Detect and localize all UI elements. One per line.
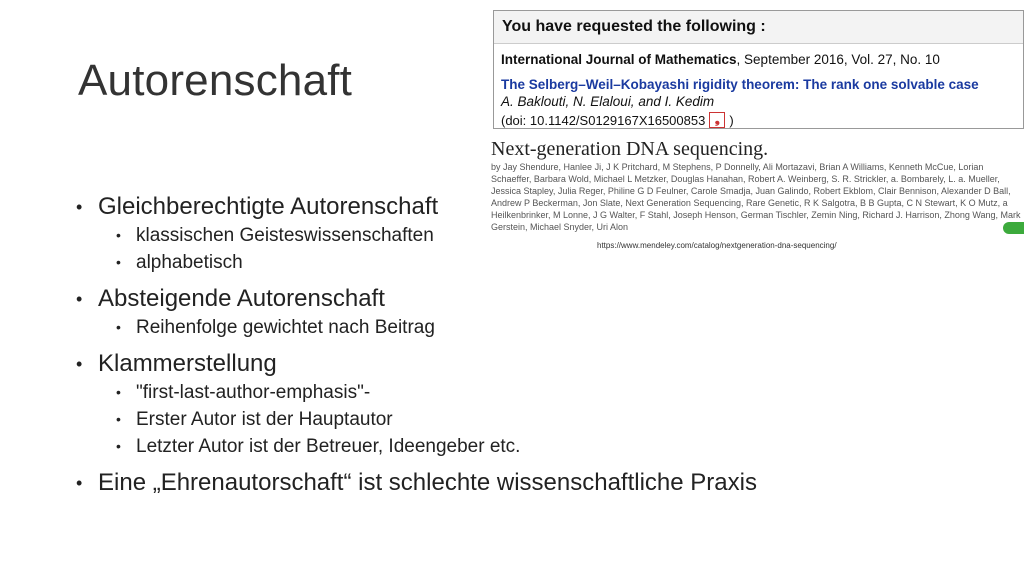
doi-text: (doi: 10.1142/S0129167X16500853 [501,112,706,128]
bullet-dot-icon: • [116,227,121,243]
journal-line [501,52,1023,67]
sub-bullet-text: Reihenfolge gewichtet nach Beitrag [136,317,435,338]
bullet-text: Eine „Ehrenautorschaft“ ist schlechte wissenschaftliche Praxis [98,469,757,496]
bullet-text: Absteigende Autorenschaft [98,285,385,312]
bullet-dot-icon: • [116,438,121,454]
bullet-dot-icon: • [116,254,121,270]
bullet-item [74,349,834,379]
sub-bullet-item [114,406,834,433]
sub-bullet-item [114,433,834,460]
article-authors: A. Baklouti, N. Elaloui, and I. Kedim [501,94,715,109]
doi-close: ) [729,112,734,128]
bullet-dot-icon: • [116,411,121,427]
bullet-text: Klammerstellung [98,350,277,377]
journal-details: , September 2016, Vol. 27, No. 10 [736,52,940,67]
mendeley-title[interactable]: Next-generation DNA sequencing. [491,138,769,160]
journal-name: International Journal of Mathematics [501,52,737,67]
sub-bullet-text: Erster Autor ist der Hauptautor [136,409,393,430]
bullet-dot-icon: • [76,354,83,374]
sub-bullet-item [114,249,834,276]
mendeley-authors: by Jay Shendure, Hanlee Ji, J K Pritchard, M Stephens, P Donnelly, Ali Mortazavi, Brian A Williams, Kenneth McCue, Lorian Schaeffer, Barbara Wold, Michael L Metzker, Douglas Hanahan, Robert A. Weinberg, S. R. Strickler, a. Bombarely, L. a. Mueller, Jessica Stapley, Julia Reger, Philine G D Feulner, Carole Smadja, Juan Galindo, Robert Ekblom, Clair Bennison, Alexander D Ball, Andrew P Beckerman, Jon Slate, Next Generation Sequencing, Rare Genetic, R K Salgotra, B B Gupta, C N Stewart, K O Mutz, a Heilkenbrinker, M Lonne, J G Walter, F Stahl, Joseph Henson, German Tischler, Zemin Ning, Richard J. Harrison, Zhong Wang, Mark Gerstein, Michael Snyder, Uri Alon [491,162,1021,232]
doi-line [501,112,1023,128]
bullet-dot-icon: • [116,384,121,400]
sub-bullet-text: klassischen Geisteswissenschaften [136,225,434,246]
mendeley-entry [491,138,1021,233]
source-url: https://www.mendeley.com/catalog/nextgeneration-dna-sequencing/ [597,241,837,250]
requested-article-box [493,10,1024,129]
sub-bullet-text: Letzter Autor ist der Betreuer, Ideengeber etc. [136,436,521,457]
request-heading: You have requested the following : [494,11,1023,44]
bullet-item [74,468,834,498]
bullet-dot-icon: • [76,289,83,309]
sub-bullet-text: alphabetisch [136,252,243,273]
bullet-dot-icon: • [76,473,83,493]
slide-title: Autorenschaft [78,56,353,105]
side-tab-icon[interactable] [1003,222,1024,234]
sub-bullet-item [114,379,834,406]
bullet-dot-icon: • [76,197,83,217]
cite-quote-icon[interactable]: ❟ [709,112,725,128]
bullet-text: Gleichberechtigte Autorenschaft [98,193,439,220]
bullet-item [74,284,834,314]
sub-bullet-item [114,314,834,341]
bullet-list [74,192,834,498]
article-title-link[interactable]: The Selberg–Weil–Kobayashi rigidity theorem: The rank one solvable case [501,77,979,92]
bullet-dot-icon: • [116,319,121,335]
sub-bullet-text: "first-last-author-emphasis"- [136,382,371,403]
